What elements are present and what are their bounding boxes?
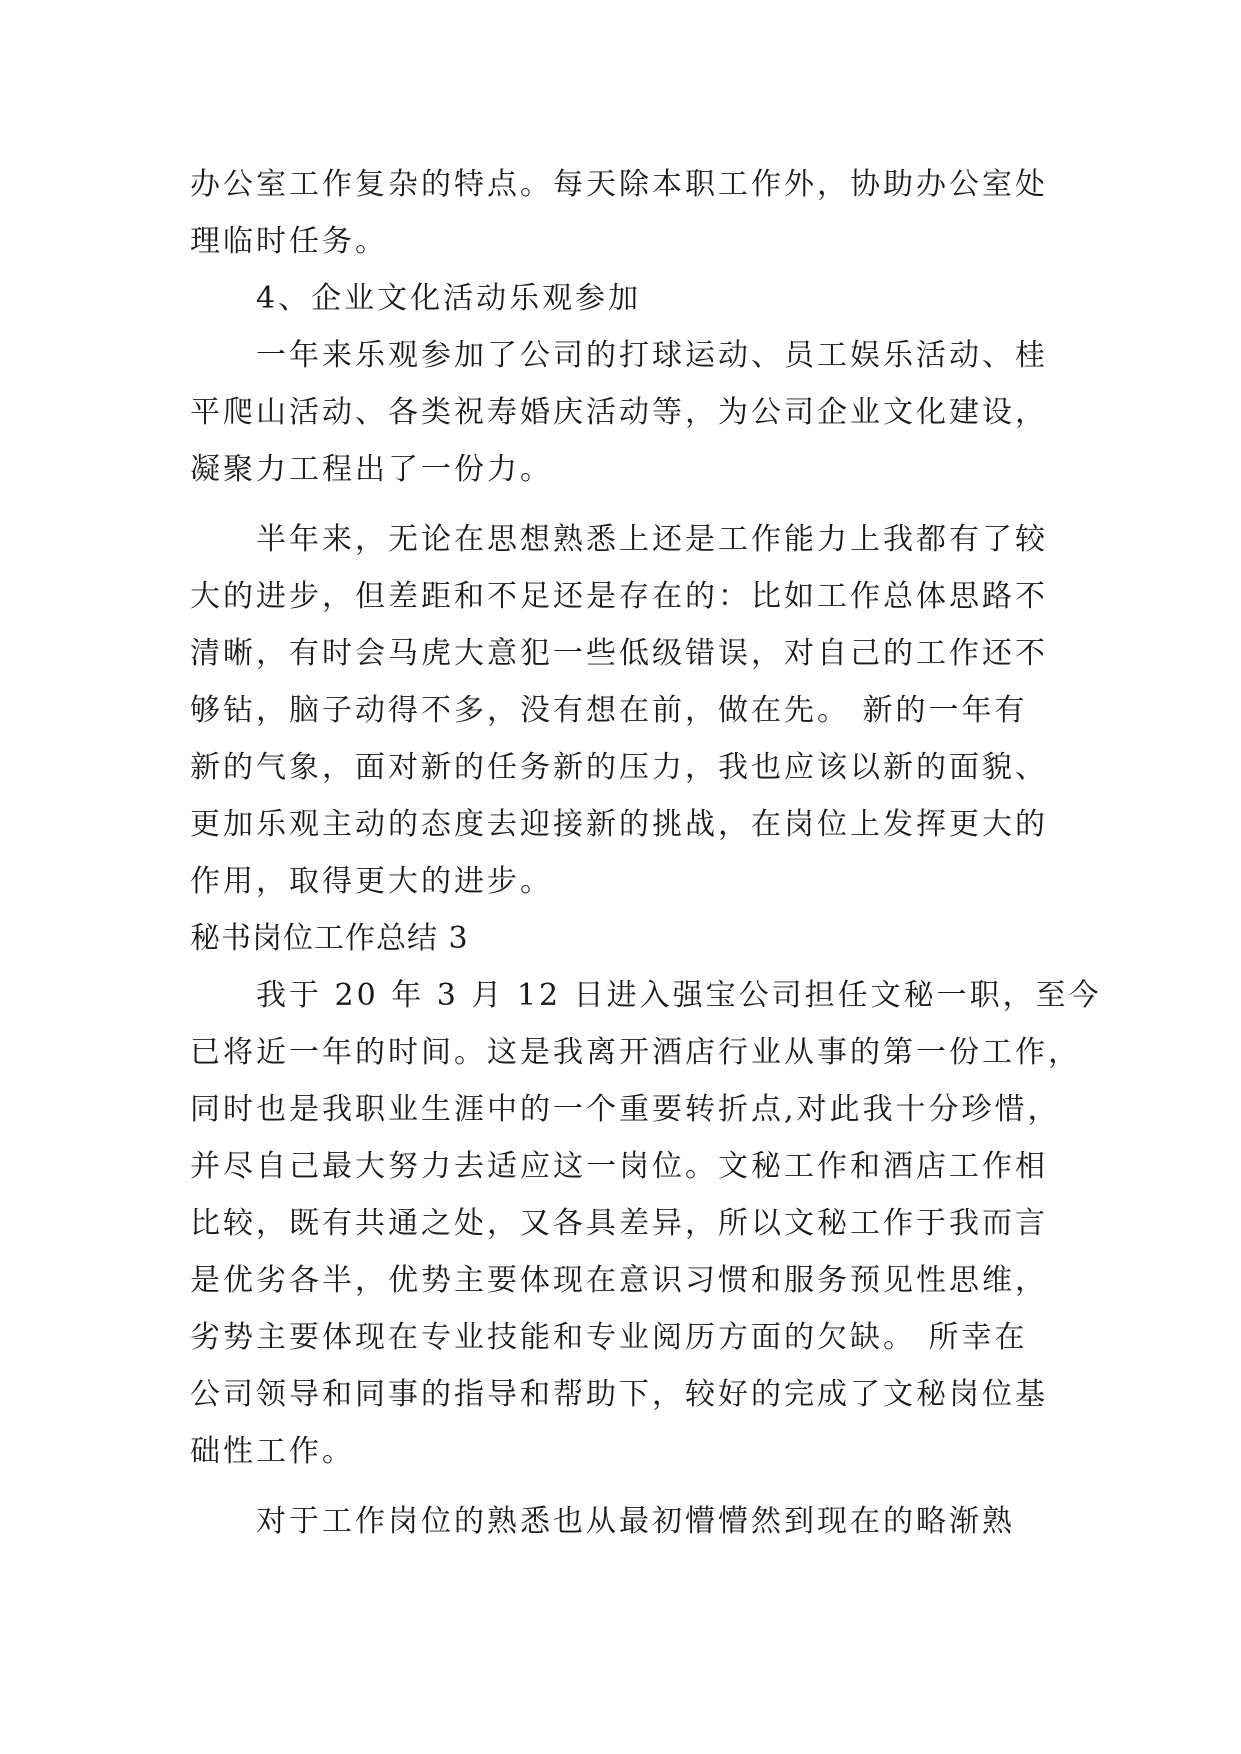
text-line: 够钻，脑子动得不多，没有想在前，做在先。 新的一年有 — [190, 693, 1028, 728]
text-line: 半年来，无论在思想熟悉上还是工作能力上我都有了较 — [256, 522, 1048, 557]
text-line: 并尽自己最大努力去适应这一岗位。文秘工作和酒店工作相 — [190, 1149, 1048, 1184]
section-title: 秘书岗位工作总结 3 — [190, 921, 469, 956]
document-body — [190, 156, 1102, 1550]
text-line: 平爬山活动、各类祝寿婚庆活动等，为公司企业文化建设， — [190, 395, 1048, 430]
text-line: 理临时任务。 — [190, 224, 388, 259]
text-line: 新的气象，面对新的任务新的压力，我也应该以新的面貌、 — [190, 750, 1048, 785]
paragraph-1 — [190, 156, 1060, 270]
text-line: 大的进步，但差距和不足还是存在的：比如工作总体思路不 — [190, 579, 1048, 614]
text-line: 凝聚力工程出了一份力。 — [190, 452, 553, 487]
text-line: 更加乐观主动的态度去迎接新的挑战，在岗位上发挥更大的 — [190, 807, 1048, 842]
text-line: 清晰，有时会马虎大意犯一些低级错误，对自己的工作还不 — [190, 636, 1048, 671]
text-line: 劣势主要体现在专业技能和专业阅历方面的欠缺。 所幸在 — [190, 1320, 1028, 1355]
paragraph-4 — [190, 967, 1102, 1480]
text-line: 办公室工作复杂的特点。每天除本职工作外，协助办公室处 — [190, 167, 1048, 202]
text-line: 已将近一年的时间。这是我离开酒店行业从事的第一份工作， — [190, 1035, 1081, 1070]
text-line: 对于工作岗位的熟悉也从最初懵懵然到现在的略渐熟 — [256, 1504, 1015, 1539]
text-line: 我于 20 年 3 月 12 日进入强宝公司担任文秘一职，至今 — [256, 978, 1102, 1013]
text-line: 作用，取得更大的进步。 — [190, 864, 553, 899]
text-line: 比较，既有共通之处，又各具差异，所以文秘工作于我而言 — [190, 1206, 1048, 1241]
paragraph-3 — [190, 511, 1060, 910]
text-line: 同时也是我职业生涯中的一个重要转折点,对此我十分珍惜， — [190, 1092, 1061, 1127]
text-line: 是优劣各半，优势主要体现在意识习惯和服务预见性思维， — [190, 1263, 1048, 1298]
paragraph-2 — [190, 327, 1060, 498]
item-heading-4: 4、企业文化活动乐观参加 — [256, 281, 642, 316]
text-line: 础性工作。 — [190, 1434, 355, 1469]
paragraph-5 — [190, 1493, 1060, 1550]
text-line: 公司领导和同事的指导和帮助下，较好的完成了文秘岗位基 — [190, 1377, 1048, 1412]
text-line: 一年来乐观参加了公司的打球运动、员工娱乐活动、桂 — [256, 338, 1048, 373]
